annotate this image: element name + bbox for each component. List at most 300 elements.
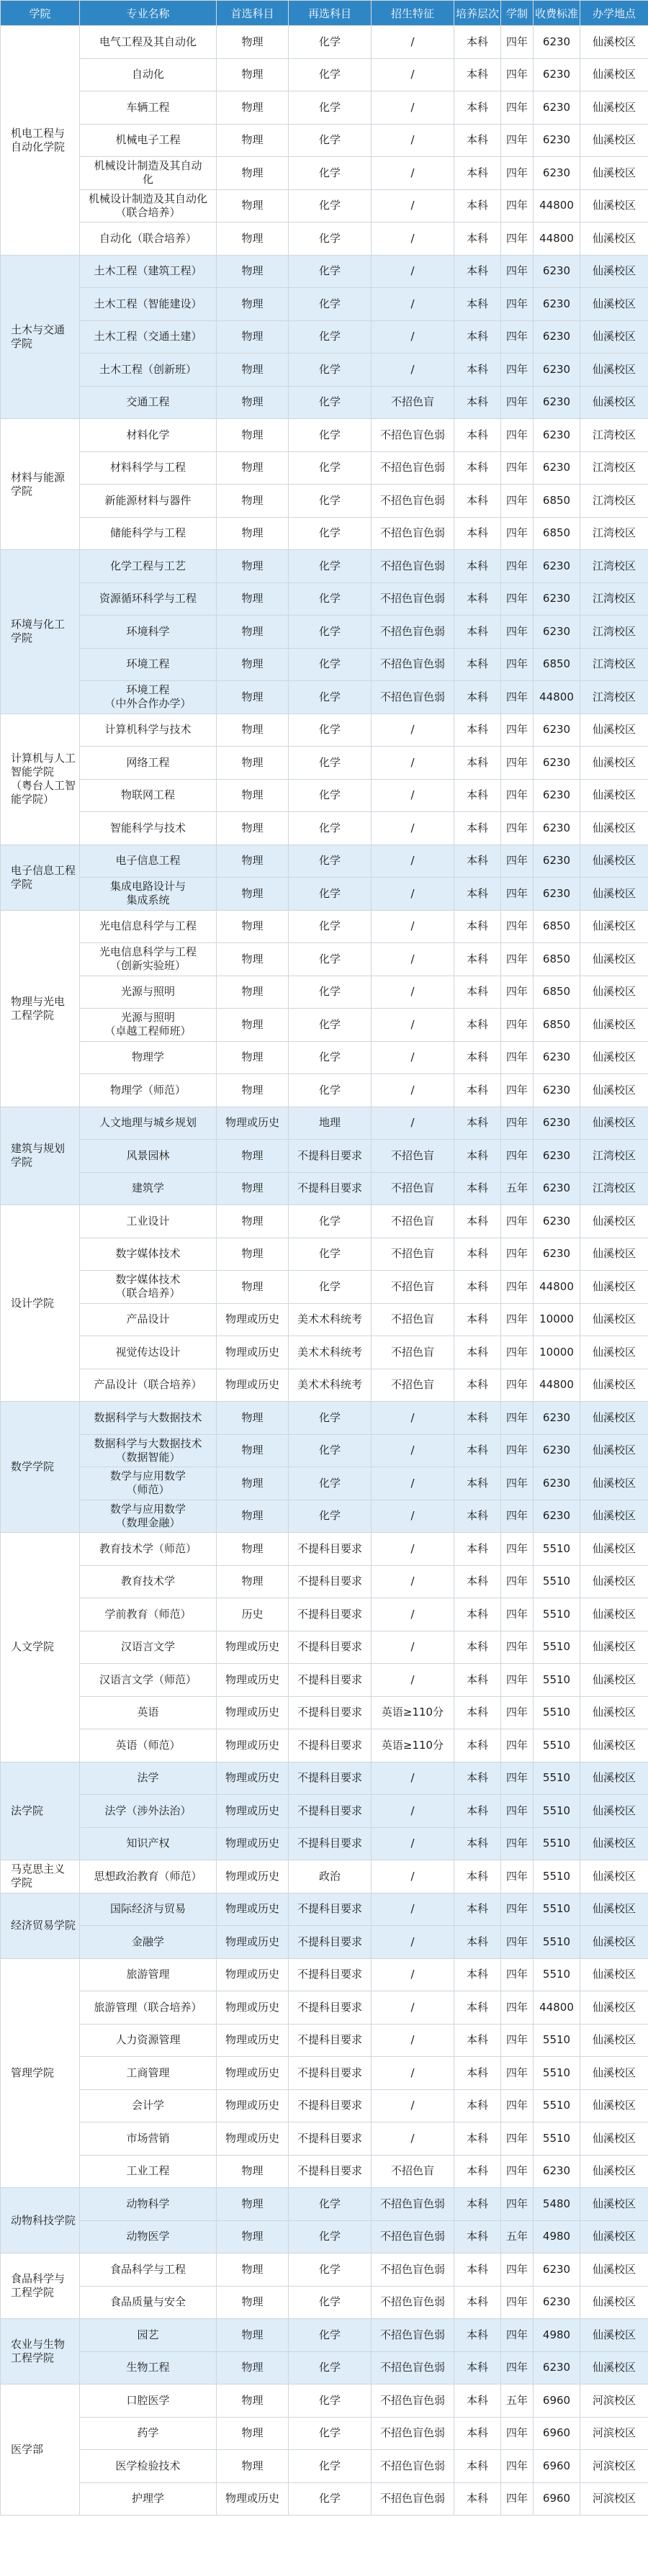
second-subject-cell: 不提科目要求: [289, 1762, 372, 1795]
first-subject-cell: 物理或历史: [217, 1991, 289, 2025]
campus-cell: 仙溪校区: [580, 1991, 648, 2025]
second-subject-cell: 不提科目要求: [289, 1172, 372, 1205]
second-subject-cell: 不提科目要求: [289, 2155, 372, 2188]
duration-cell: 四年: [501, 1074, 534, 1107]
first-subject-cell: 物理: [217, 485, 289, 518]
table-row: [1, 1827, 648, 1860]
admission-feature-cell: /: [372, 189, 454, 222]
college-cell: 机电工程与 自动化学院: [1, 26, 80, 256]
campus-cell: 仙溪校区: [580, 910, 648, 943]
second-subject-cell: 化学: [289, 616, 372, 649]
college-cell: 土木与交通 学院: [1, 255, 80, 419]
fee-cell: 5510: [534, 1598, 580, 1631]
level-cell: 本科: [454, 550, 501, 583]
college-cell: 农业与生物 工程学院: [1, 2319, 80, 2384]
level-cell: 本科: [454, 1009, 501, 1042]
second-subject-cell: 政治: [289, 1860, 372, 1893]
fee-cell: 5510: [534, 1565, 580, 1598]
second-subject-cell: 不提科目要求: [289, 2057, 372, 2090]
duration-cell: 四年: [501, 1598, 534, 1631]
admission-feature-cell: 不招色盲色弱: [372, 2384, 454, 2418]
level-cell: 本科: [454, 2253, 501, 2287]
second-subject-cell: 化学: [289, 255, 372, 288]
fee-cell: 6230: [534, 26, 580, 59]
first-subject-cell: 物理: [217, 2253, 289, 2287]
table-row: [1, 681, 648, 714]
campus-cell: 河滨校区: [580, 2417, 648, 2450]
table-row: [1, 1860, 648, 1893]
table-row: [1, 1893, 648, 1926]
second-subject-cell: 化学: [289, 1074, 372, 1107]
major-name-cell: 数学与应用数学 （数理金融）: [80, 1500, 217, 1533]
table-row: [1, 2122, 648, 2156]
campus-cell: 仙溪校区: [580, 353, 648, 387]
fee-cell: 44800: [534, 189, 580, 222]
duration-cell: 四年: [501, 1205, 534, 1238]
duration-cell: 四年: [501, 2286, 534, 2319]
first-subject-cell: 物理或历史: [217, 2057, 289, 2090]
level-cell: 本科: [454, 1238, 501, 1271]
second-subject-cell: 化学: [289, 1205, 372, 1238]
duration-cell: 四年: [501, 616, 534, 649]
second-subject-cell: 化学: [289, 812, 372, 845]
fee-cell: 6850: [534, 943, 580, 976]
campus-cell: 仙溪校区: [580, 124, 648, 157]
admission-feature-cell: 不招色盲: [372, 386, 454, 419]
first-subject-cell: 物理: [217, 1402, 289, 1435]
table-row: [1, 26, 648, 59]
admission-feature-cell: /: [372, 1402, 454, 1435]
fee-cell: 5510: [534, 1696, 580, 1729]
header-admission-feature: 招生特征: [372, 1, 454, 26]
admission-feature-cell: /: [372, 878, 454, 911]
second-subject-cell: 化学: [289, 353, 372, 387]
duration-cell: 四年: [501, 26, 534, 59]
second-subject-cell: 化学: [289, 320, 372, 353]
duration-cell: 四年: [501, 1041, 534, 1074]
header-first-subject: 首选科目: [217, 1, 289, 26]
first-subject-cell: 物理或历史: [217, 1860, 289, 1893]
admission-feature-cell: /: [372, 1795, 454, 1828]
fee-cell: 10000: [534, 1336, 580, 1369]
table-row: [1, 1369, 648, 1402]
first-subject-cell: 物理: [217, 58, 289, 91]
first-subject-cell: 物理: [217, 648, 289, 681]
second-subject-cell: 化学: [289, 1434, 372, 1467]
admission-feature-cell: 不招色盲色弱: [372, 550, 454, 583]
duration-cell: 四年: [501, 517, 534, 550]
table-row: [1, 2155, 648, 2188]
duration-cell: 四年: [501, 1434, 534, 1467]
header-campus: 办学地点: [580, 1, 648, 26]
duration-cell: 四年: [501, 386, 534, 419]
admission-feature-cell: 英语≥110分: [372, 1696, 454, 1729]
fee-cell: 4980: [534, 2220, 580, 2253]
major-name-cell: 金融学: [80, 1926, 217, 1959]
second-subject-cell: 化学: [289, 747, 372, 780]
level-cell: 本科: [454, 2417, 501, 2450]
duration-cell: 四年: [501, 910, 534, 943]
duration-cell: 四年: [501, 1860, 534, 1893]
admission-feature-cell: 不招色盲色弱: [372, 2319, 454, 2352]
level-cell: 本科: [454, 747, 501, 780]
fee-cell: 6230: [534, 582, 580, 616]
campus-cell: 江湾校区: [580, 616, 648, 649]
first-subject-cell: 物理: [217, 451, 289, 485]
major-name-cell: 食品科学与工程: [80, 2253, 217, 2287]
major-name-cell: 人文地理与城乡规划: [80, 1107, 217, 1140]
admission-feature-cell: /: [372, 1500, 454, 1533]
major-name-cell: 口腔医学: [80, 2384, 217, 2418]
table-row: [1, 2057, 648, 2090]
table-row: [1, 517, 648, 550]
campus-cell: 江湾校区: [580, 517, 648, 550]
first-subject-cell: 物理: [217, 1238, 289, 1271]
campus-cell: 江湾校区: [580, 681, 648, 714]
college-cell: 马克思主义 学院: [1, 1860, 80, 1893]
table-row: [1, 1336, 648, 1369]
second-subject-cell: 不提科目要求: [289, 1565, 372, 1598]
level-cell: 本科: [454, 1467, 501, 1500]
campus-cell: 仙溪校区: [580, 1467, 648, 1500]
second-subject-cell: 化学: [289, 26, 372, 59]
duration-cell: 四年: [501, 1500, 534, 1533]
major-name-cell: 人力资源管理: [80, 2024, 217, 2057]
level-cell: 本科: [454, 2351, 501, 2384]
first-subject-cell: 物理或历史: [217, 2482, 289, 2516]
major-name-cell: 教育技术学: [80, 1565, 217, 1598]
fee-cell: 5510: [534, 1533, 580, 1566]
admission-feature-cell: 不招色盲色弱: [372, 451, 454, 485]
first-subject-cell: 物理: [217, 1041, 289, 1074]
campus-cell: 仙溪校区: [580, 320, 648, 353]
table-row: [1, 485, 648, 518]
level-cell: 本科: [454, 2122, 501, 2156]
level-cell: 本科: [454, 222, 501, 256]
second-subject-cell: 不提科目要求: [289, 1893, 372, 1926]
fee-cell: 5510: [534, 1729, 580, 1762]
college-cell: 经济贸易学院: [1, 1893, 80, 1958]
major-name-cell: 资源循环科学与工程: [80, 582, 217, 616]
fee-cell: 6850: [534, 485, 580, 518]
first-subject-cell: 物理或历史: [217, 1664, 289, 1697]
admission-feature-cell: /: [372, 222, 454, 256]
duration-cell: 四年: [501, 1958, 534, 1991]
admission-feature-cell: /: [372, 288, 454, 321]
fee-cell: 6230: [534, 2286, 580, 2319]
admission-feature-cell: /: [372, 2024, 454, 2057]
college-cell: 物理与光电 工程学院: [1, 910, 80, 1107]
campus-cell: 仙溪校区: [580, 1926, 648, 1959]
campus-cell: 仙溪校区: [580, 713, 648, 747]
second-subject-cell: 化学: [289, 1238, 372, 1271]
fee-cell: 6850: [534, 648, 580, 681]
duration-cell: 四年: [501, 2253, 534, 2287]
second-subject-cell: 化学: [289, 648, 372, 681]
first-subject-cell: 物理: [217, 2286, 289, 2319]
duration-cell: 五年: [501, 2384, 534, 2418]
major-name-cell: 数学与应用数学 （师范）: [80, 1467, 217, 1500]
fee-cell: 6230: [534, 91, 580, 125]
campus-cell: 仙溪校区: [580, 189, 648, 222]
major-name-cell: 环境工程 （中外合作办学）: [80, 681, 217, 714]
fee-cell: 6230: [534, 288, 580, 321]
second-subject-cell: 化学: [289, 386, 372, 419]
second-subject-cell: 化学: [289, 2384, 372, 2418]
first-subject-cell: 物理: [217, 1271, 289, 1304]
fee-cell: 6960: [534, 2482, 580, 2516]
fee-cell: 6230: [534, 747, 580, 780]
table-row: [1, 2351, 648, 2384]
major-name-cell: 视觉传达设计: [80, 1336, 217, 1369]
campus-cell: 仙溪校区: [580, 58, 648, 91]
duration-cell: 四年: [501, 255, 534, 288]
level-cell: 本科: [454, 1500, 501, 1533]
second-subject-cell: 化学: [289, 2220, 372, 2253]
first-subject-cell: 物理或历史: [217, 1795, 289, 1828]
fee-cell: 6230: [534, 320, 580, 353]
campus-cell: 仙溪校区: [580, 878, 648, 911]
level-cell: 本科: [454, 943, 501, 976]
campus-cell: 仙溪校区: [580, 1729, 648, 1762]
duration-cell: 四年: [501, 1762, 534, 1795]
duration-cell: 四年: [501, 1565, 534, 1598]
admission-feature-cell: /: [372, 910, 454, 943]
second-subject-cell: 不提科目要求: [289, 1140, 372, 1173]
major-name-cell: 食品质量与安全: [80, 2286, 217, 2319]
campus-cell: 江湾校区: [580, 419, 648, 452]
level-cell: 本科: [454, 124, 501, 157]
second-subject-cell: 化学: [289, 1467, 372, 1500]
fee-cell: 6230: [534, 2253, 580, 2287]
admission-feature-cell: 不招色盲色弱: [372, 517, 454, 550]
table-row: [1, 1991, 648, 2025]
fee-cell: 6230: [534, 1107, 580, 1140]
level-cell: 本科: [454, 26, 501, 59]
admission-feature-cell: 不招色盲: [372, 1303, 454, 1336]
level-cell: 本科: [454, 1107, 501, 1140]
first-subject-cell: 物理: [217, 157, 289, 190]
major-name-cell: 数据科学与大数据技术 （数据智能）: [80, 1434, 217, 1467]
first-subject-cell: 物理: [217, 2351, 289, 2384]
second-subject-cell: 化学: [289, 288, 372, 321]
duration-cell: 四年: [501, 1729, 534, 1762]
header-fee: 收费标准: [534, 1, 580, 26]
fee-cell: 6230: [534, 386, 580, 419]
fee-cell: 6230: [534, 1172, 580, 1205]
table-row: [1, 1074, 648, 1107]
level-cell: 本科: [454, 779, 501, 812]
first-subject-cell: 物理: [217, 1172, 289, 1205]
first-subject-cell: 物理或历史: [217, 2024, 289, 2057]
duration-cell: 四年: [501, 1991, 534, 2025]
admission-feature-cell: /: [372, 747, 454, 780]
major-name-cell: 思想政治教育（师范）: [80, 1860, 217, 1893]
second-subject-cell: 化学: [289, 419, 372, 452]
table-row: [1, 1500, 648, 1533]
major-name-cell: 光电信息科学与工程 （创新实验班）: [80, 943, 217, 976]
level-cell: 本科: [454, 485, 501, 518]
level-cell: 本科: [454, 1991, 501, 2025]
second-subject-cell: 地理: [289, 1107, 372, 1140]
first-subject-cell: 物理: [217, 1533, 289, 1566]
major-name-cell: 物联网工程: [80, 779, 217, 812]
duration-cell: 四年: [501, 582, 534, 616]
first-subject-cell: 物理或历史: [217, 2089, 289, 2122]
campus-cell: 仙溪校区: [580, 386, 648, 419]
table-row: [1, 1565, 648, 1598]
admission-feature-cell: /: [372, 2122, 454, 2156]
table-header-row: [1, 1, 648, 26]
level-cell: 本科: [454, 320, 501, 353]
second-subject-cell: 化学: [289, 582, 372, 616]
college-cell: 动物科技学院: [1, 2188, 80, 2253]
first-subject-cell: 物理: [217, 910, 289, 943]
major-name-cell: 知识产权: [80, 1827, 217, 1860]
campus-cell: 仙溪校区: [580, 2253, 648, 2287]
table-row: [1, 2024, 648, 2057]
campus-cell: 江湾校区: [580, 1172, 648, 1205]
duration-cell: 四年: [501, 2450, 534, 2483]
first-subject-cell: 物理: [217, 1009, 289, 1042]
campus-cell: 仙溪校区: [580, 2057, 648, 2090]
second-subject-cell: 化学: [289, 517, 372, 550]
table-row: [1, 812, 648, 845]
admission-feature-cell: /: [372, 1860, 454, 1893]
admission-feature-cell: 不招色盲: [372, 2155, 454, 2188]
admission-feature-cell: 不招色盲: [372, 1140, 454, 1173]
admission-feature-cell: 不招色盲色弱: [372, 582, 454, 616]
major-name-cell: 汉语言文学: [80, 1631, 217, 1664]
campus-cell: 江湾校区: [580, 485, 648, 518]
admission-feature-cell: 不招色盲色弱: [372, 485, 454, 518]
fee-cell: 6230: [534, 1238, 580, 1271]
fee-cell: 5510: [534, 2024, 580, 2057]
table-row: [1, 1205, 648, 1238]
first-subject-cell: 物理: [217, 2417, 289, 2450]
duration-cell: 四年: [501, 845, 534, 878]
fee-cell: 6230: [534, 1402, 580, 1435]
major-name-cell: 国际经济与贸易: [80, 1893, 217, 1926]
level-cell: 本科: [454, 1172, 501, 1205]
admission-feature-cell: /: [372, 1893, 454, 1926]
second-subject-cell: 化学: [289, 222, 372, 256]
table-row: [1, 1696, 648, 1729]
table-row: [1, 1926, 648, 1959]
table-row: [1, 58, 648, 91]
college-cell: 法学院: [1, 1762, 80, 1860]
admission-feature-cell: 不招色盲: [372, 1271, 454, 1304]
second-subject-cell: 不提科目要求: [289, 1729, 372, 1762]
major-name-cell: 新能源材料与器件: [80, 485, 217, 518]
admission-feature-cell: 不招色盲色弱: [372, 2188, 454, 2221]
campus-cell: 仙溪校区: [580, 1434, 648, 1467]
campus-cell: 江湾校区: [580, 582, 648, 616]
admission-feature-cell: /: [372, 1565, 454, 1598]
campus-cell: 仙溪校区: [580, 2089, 648, 2122]
first-subject-cell: 物理: [217, 2384, 289, 2418]
table-row: [1, 353, 648, 387]
duration-cell: 四年: [501, 2188, 534, 2221]
college-cell: 管理学院: [1, 1958, 80, 2188]
admission-feature-cell: /: [372, 1009, 454, 1042]
major-name-cell: 会计学: [80, 2089, 217, 2122]
second-subject-cell: 化学: [289, 943, 372, 976]
second-subject-cell: 不提科目要求: [289, 1958, 372, 1991]
level-cell: 本科: [454, 1369, 501, 1402]
duration-cell: 四年: [501, 1795, 534, 1828]
table-row: [1, 2319, 648, 2352]
fee-cell: 5510: [534, 1795, 580, 1828]
header-major: 专业名称: [80, 1, 217, 26]
admission-feature-cell: 不招色盲色弱: [372, 2450, 454, 2483]
campus-cell: 仙溪校区: [580, 2220, 648, 2253]
admission-feature-cell: 不招色盲色弱: [372, 616, 454, 649]
major-name-cell: 环境工程: [80, 648, 217, 681]
first-subject-cell: 物理: [217, 1074, 289, 1107]
fee-cell: 6230: [534, 1041, 580, 1074]
first-subject-cell: 物理: [217, 713, 289, 747]
second-subject-cell: 化学: [289, 1009, 372, 1042]
major-name-cell: 旅游管理（联合培养）: [80, 1991, 217, 2025]
duration-cell: 四年: [501, 648, 534, 681]
major-name-cell: 数字媒体技术: [80, 1238, 217, 1271]
table-body: [1, 26, 648, 2516]
major-name-cell: 土木工程（建筑工程）: [80, 255, 217, 288]
level-cell: 本科: [454, 2188, 501, 2221]
major-name-cell: 材料科学与工程: [80, 451, 217, 485]
campus-cell: 仙溪校区: [580, 1860, 648, 1893]
campus-cell: 仙溪校区: [580, 288, 648, 321]
first-subject-cell: 物理: [217, 26, 289, 59]
table-row: [1, 1009, 648, 1042]
major-name-cell: 自动化: [80, 58, 217, 91]
major-name-cell: 数字媒体技术 （联合培养）: [80, 1271, 217, 1304]
admission-feature-cell: /: [372, 713, 454, 747]
table-row: [1, 878, 648, 911]
first-subject-cell: 物理或历史: [217, 1893, 289, 1926]
second-subject-cell: 不提科目要求: [289, 1827, 372, 1860]
first-subject-cell: 物理或历史: [217, 1303, 289, 1336]
table-row: [1, 845, 648, 878]
fee-cell: 5480: [534, 2188, 580, 2221]
major-name-cell: 智能科学与技术: [80, 812, 217, 845]
table-row: [1, 910, 648, 943]
campus-cell: 仙溪校区: [580, 1009, 648, 1042]
first-subject-cell: 物理: [217, 124, 289, 157]
campus-cell: 仙溪校区: [580, 1565, 648, 1598]
major-name-cell: 储能科学与工程: [80, 517, 217, 550]
first-subject-cell: 物理: [217, 1434, 289, 1467]
level-cell: 本科: [454, 1827, 501, 1860]
fee-cell: 4980: [534, 2319, 580, 2352]
major-name-cell: 学前教育（师范）: [80, 1598, 217, 1631]
campus-cell: 仙溪校区: [580, 1074, 648, 1107]
table-row: [1, 1664, 648, 1697]
table-row: [1, 582, 648, 616]
fee-cell: 44800: [534, 681, 580, 714]
campus-cell: 河滨校区: [580, 2482, 648, 2516]
first-subject-cell: 物理: [217, 943, 289, 976]
first-subject-cell: 物理: [217, 1140, 289, 1173]
first-subject-cell: 物理: [217, 616, 289, 649]
table-row: [1, 1107, 648, 1140]
level-cell: 本科: [454, 1958, 501, 1991]
first-subject-cell: 物理: [217, 517, 289, 550]
major-name-cell: 物理学: [80, 1041, 217, 1074]
fee-cell: 44800: [534, 1991, 580, 2025]
table-row: [1, 222, 648, 256]
